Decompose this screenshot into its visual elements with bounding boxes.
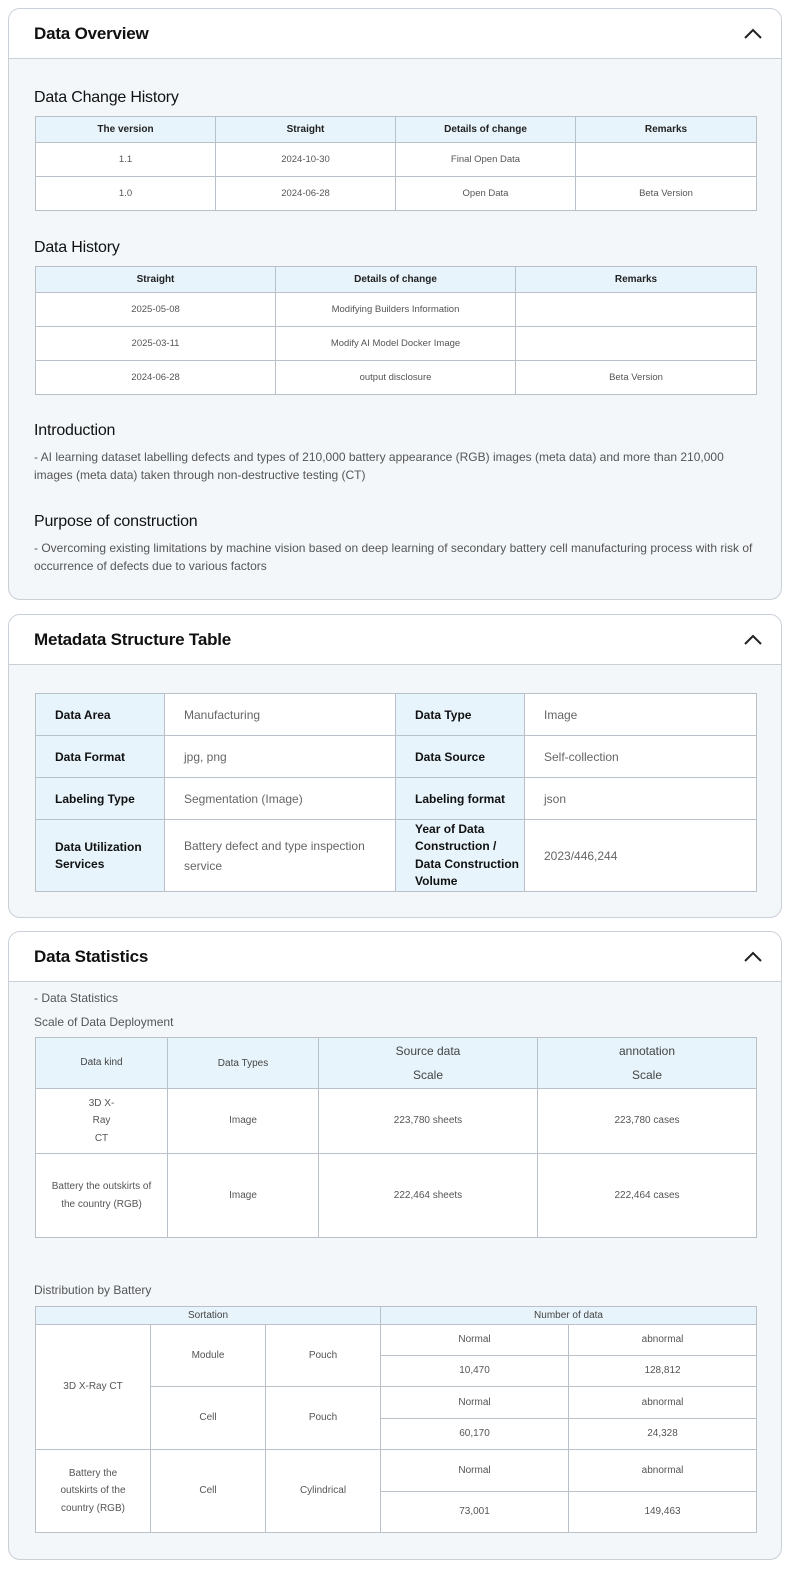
table-row — [36, 293, 757, 327]
column-header: The version — [36, 117, 216, 143]
column-header: Remarks — [516, 267, 757, 293]
metadata-header[interactable] — [9, 615, 781, 665]
table-row — [36, 694, 757, 736]
table-cell: 2024-06-28 — [36, 361, 276, 395]
table-cell: Modify AI Model Docker Image — [276, 327, 516, 361]
labeling-type-value: Segmentation (Image) — [165, 778, 396, 820]
table-cell: Cylindrical — [266, 1450, 381, 1533]
utilization-services-value: Battery defect and type inspection service — [165, 820, 396, 892]
table-cell: 3D X-Ray CT — [36, 1325, 151, 1450]
metadata-title: Metadata Structure Table — [34, 630, 232, 649]
table-row — [36, 361, 757, 395]
introduction-text: - AI learning dataset labelling defects and types of 210,000 battery appearance (RGB) images (meta data) and more than 210,000 images (meta data) taken through non-destructive testing (CT) — [34, 450, 724, 482]
column-header: Straight — [36, 267, 276, 293]
utilization-services-label: Data Utilization Services — [36, 820, 165, 892]
data-statistics-title: Data Statistics — [34, 947, 149, 966]
labeling-format-value: json — [525, 778, 757, 820]
data-source-value: Self-collection — [525, 736, 757, 778]
table-cell: Pouch — [266, 1387, 381, 1450]
table-cell: 2025-03-11 — [36, 327, 276, 361]
purpose-text: - Overcoming existing limitations by machine vision based on deep learning of secondary battery cell manufacturing process with risk of occurrence of defects due to various factors — [34, 541, 753, 573]
table-cell: 3D X-Ray CT — [36, 1089, 168, 1154]
annotation-header: annotation — [618, 1044, 676, 1058]
data-statistics-header[interactable] — [9, 932, 781, 982]
labeling-type-label: Labeling Type — [36, 778, 165, 820]
data-statistics-panel — [8, 931, 782, 1560]
distribution-title: Distribution by Battery — [34, 1283, 152, 1297]
source-scale-header: Scale — [412, 1068, 444, 1082]
table-row — [36, 820, 757, 892]
column-header: Details of change — [396, 117, 576, 143]
table-cell: Final Open Data — [396, 143, 576, 177]
table-cell: Normal — [381, 1325, 569, 1356]
column-header — [319, 1038, 538, 1089]
table-row — [36, 736, 757, 778]
table-cell: 60,170 — [381, 1419, 569, 1450]
construction-year-label: Year of Data Construction / Data Construction Volume — [396, 820, 525, 892]
labeling-format-label: Labeling format — [396, 778, 525, 820]
table-cell: 2024-06-28 — [216, 177, 396, 211]
table-row — [36, 1325, 757, 1356]
change-history-title: Data Change History — [34, 89, 179, 106]
column-header: Details of change — [276, 267, 516, 293]
table-cell: Pouch — [266, 1325, 381, 1387]
distribution-table — [35, 1306, 757, 1533]
table-row — [36, 143, 757, 177]
table-cell: 1.1 — [36, 143, 216, 177]
table-cell: 223,780 cases — [538, 1089, 757, 1154]
table-row — [36, 177, 757, 211]
table-cell: Battery the outskirts of the country (RGB) — [36, 1450, 151, 1533]
table-cell: 128,812 — [569, 1356, 757, 1387]
table-cell: Normal — [381, 1450, 569, 1492]
table-cell: Beta Version — [576, 177, 757, 211]
column-header: Straight — [216, 117, 396, 143]
table-cell: Module — [151, 1325, 266, 1387]
table-cell: abnormal — [569, 1387, 757, 1419]
chevron-up-icon[interactable] — [739, 944, 767, 968]
scale-table — [35, 1037, 757, 1238]
table-cell: 149,463 — [569, 1492, 757, 1533]
table-cell: Normal — [381, 1387, 569, 1419]
table-cell: 2024-10-30 — [216, 143, 396, 177]
construction-year-value: 2023/446,244 — [525, 820, 757, 892]
data-source-label: Data Source — [396, 736, 525, 778]
table-cell: 1.0 — [36, 177, 216, 211]
data-format-value: jpg, png — [165, 736, 396, 778]
data-overview-panel — [8, 8, 782, 600]
data-history-title: Data History — [34, 239, 120, 256]
table-cell: Cell — [151, 1387, 266, 1450]
data-type-label: Data Type — [396, 694, 525, 736]
data-area-label: Data Area — [36, 694, 165, 736]
column-header — [538, 1038, 757, 1089]
table-cell: Modifying Builders Information — [276, 293, 516, 327]
scale-title: Scale of Data Deployment — [34, 1015, 174, 1029]
metadata-table — [35, 693, 757, 892]
column-header: Sortation — [36, 1307, 381, 1325]
table-cell: Image — [168, 1089, 319, 1154]
table-cell: abnormal — [569, 1450, 757, 1492]
data-area-value: Manufacturing — [165, 694, 396, 736]
table-cell: 24,328 — [569, 1419, 757, 1450]
statistics-subtitle: - Data Statistics — [34, 991, 119, 1005]
table-cell: Cell — [151, 1450, 266, 1533]
table-cell — [576, 143, 757, 177]
data-type-value: Image — [525, 694, 757, 736]
table-cell: Beta Version — [516, 361, 757, 395]
table-cell: 222,464 cases — [538, 1154, 757, 1238]
column-header: Data kind — [36, 1038, 168, 1089]
table-row — [36, 327, 757, 361]
table-cell: 2025-05-08 — [36, 293, 276, 327]
source-data-header: Source data — [395, 1044, 461, 1058]
table-cell: Image — [168, 1154, 319, 1238]
chevron-up-icon[interactable] — [739, 627, 767, 651]
column-header: Data Types — [168, 1038, 319, 1089]
purpose-title: Purpose of construction — [34, 513, 198, 530]
table-row — [36, 1154, 757, 1238]
chevron-up-icon[interactable] — [739, 21, 767, 45]
data-overview-title: Data Overview — [34, 24, 149, 43]
table-cell: abnormal — [569, 1325, 757, 1356]
table-cell: output disclosure — [276, 361, 516, 395]
metadata-panel — [8, 614, 782, 918]
table-row — [36, 1089, 757, 1154]
table-cell — [516, 293, 757, 327]
column-header: Number of data — [381, 1307, 757, 1325]
table-cell — [516, 327, 757, 361]
data-format-label: Data Format — [36, 736, 165, 778]
data-overview-header[interactable] — [9, 9, 781, 59]
table-row — [36, 1450, 757, 1492]
column-header: Remarks — [576, 117, 757, 143]
table-cell: Battery the outskirts of the country (RGB) — [36, 1154, 168, 1238]
data-history-table — [35, 266, 757, 395]
table-cell: 223,780 sheets — [319, 1089, 538, 1154]
change-history-table — [35, 116, 757, 211]
table-cell: 222,464 sheets — [319, 1154, 538, 1238]
table-row — [36, 778, 757, 820]
annotation-scale-header: Scale — [631, 1068, 663, 1082]
table-cell: Open Data — [396, 177, 576, 211]
table-cell: 73,001 — [381, 1492, 569, 1533]
table-cell: 10,470 — [381, 1356, 569, 1387]
introduction-title: Introduction — [34, 422, 116, 439]
